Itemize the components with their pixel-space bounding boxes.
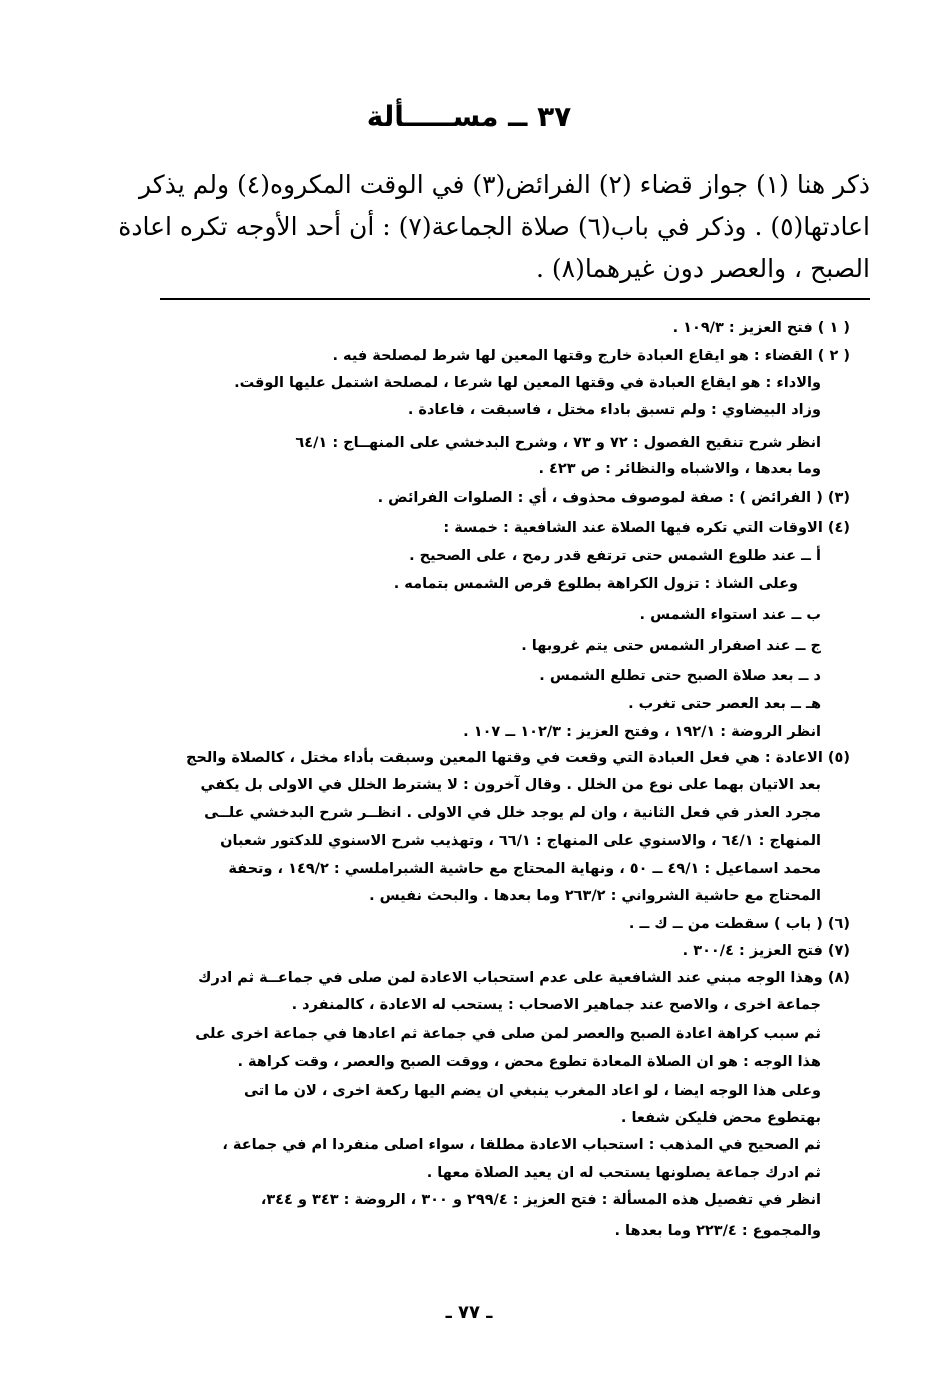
- section-heading: ٣٧ ــ مســـــألة: [366, 100, 572, 133]
- footnote-line: ثم سبب كراهة اعادة الصبح والعصر لمن صلى في جماعة ثم اعادها في جماعة اخرى على: [195, 1026, 821, 1042]
- footnote-line: انظر في تفصيل هذه المسألة : فتح العزيز : ٢٩٩/٤ و ٣٠٠ ، الروضة : ٣٤٣ و ٣٤٤،: [260, 1192, 821, 1208]
- page-number: ـ ٧٧ ـ: [445, 1302, 493, 1323]
- footnote-line: وما بعدها ، والاشباه والنظائر : ص ٤٢٣ .: [538, 461, 821, 477]
- footnote-line: (٧) فتح العزيز : ٣٠٠/٤ .: [682, 943, 850, 959]
- body-text-line: ذكر هنا (١) جواز قضاء (٢) الفرائض(٣) في الوقت المكروه(٤) ولم يذكر: [139, 170, 870, 199]
- body-text-line: الصبح ، والعصر دون غيرهما(٨) .: [535, 254, 870, 283]
- footnote-line: ج ــ عند اصفرار الشمس حتى يتم غروبها .: [521, 638, 821, 654]
- footnote-line: جماعة اخرى ، والاصح عند جماهير الاصحاب : يستحب له الاعادة ، كالمنفرد .: [291, 997, 821, 1013]
- footnote-line: مجرد العذر في فعل الثانية ، وان لم يوجد خلل في الاولى . انظــر شرح البدخشي علــى: [204, 805, 821, 821]
- footnote-line: انظر الروضة : ١٩٢/١ ، وفتح العزيز : ١٠٢/٣ ــ ١٠٧ .: [463, 724, 821, 740]
- footnote-separator: [160, 298, 870, 300]
- body-text-line: اعادتها(٥) . وذكر في باب(٦) صلاة الجماعة(٧) : أن أحد الأوجه تكره اعادة: [118, 212, 870, 241]
- footnote-line: وعلى الشاذ : تزول الكراهة بطلوع قرص الشمس بتمامه .: [393, 576, 798, 592]
- footnote-line: (٦) ( باب ) سقطت من ــ ك ــ .: [628, 916, 850, 932]
- footnote-line: ( ١ ) فتح العزيز : ١٠٩/٣ .: [672, 320, 850, 336]
- footnote-line: هذا الوجه : هو ان الصلاة المعادة تطوع محض ، ووقت الصبح والعصر ، وقت كراهة .: [237, 1054, 821, 1070]
- footnote-line: ( ٢ ) القضاء : هو ايقاع العبادة خارج وقتها المعين لها شرط لمصلحة فيه .: [332, 348, 850, 364]
- footnote-line: ثم ادرك جماعة يصلونها يستحب له ان يعيد الصلاة معها .: [426, 1165, 821, 1181]
- footnote-line: المنهاج : ٦٤/١ ، والاسنوي على المنهاج : ٦٦/١ ، وتهذيب شرح الاسنوي للدكتور شعبان: [220, 833, 821, 849]
- footnote-line: بهتطوع محض فليكن شفعا .: [620, 1110, 821, 1126]
- footnote-line: د ــ بعد صلاة الصبح حتى تطلع الشمس .: [539, 668, 821, 684]
- footnote-line: المحتاج مع حاشية الشرواني : ٢٦٣/٢ وما بعدها . والبحث نفيس .: [369, 888, 821, 904]
- footnote-line: والمجموع : ٢٢٣/٤ وما بعدها .: [614, 1223, 821, 1239]
- footnote-line: محمد اسماعيل : ٤٩/١ ــ ٥٠ ، ونهاية المحتاج مع حاشية الشبراملسي : ١٤٩/٢ ، وتحفة: [228, 861, 821, 877]
- footnote-line: (٥) الاعادة : هي فعل العبادة التي وقعت في وقتها المعين وسبقت بأداء مختل ، كالصلاة والحج: [185, 750, 850, 766]
- footnote-line: وعلى هذا الوجه ايضا ، لو اعاد المغرب ينبغي ان يضم اليها ركعة اخرى ، لان ما اتى: [244, 1083, 821, 1099]
- footnote-line: هـ ــ بعد العصر حتى تغرب .: [628, 696, 821, 712]
- footnote-line: (٣) ( الفرائض ) : صفة لموصوف محذوف ، أي : الصلوات الفرائض .: [377, 490, 850, 506]
- footnote-line: (٨) وهذا الوجه مبني عند الشافعية على عدم استحباب الاعادة لمن صلى في جماعــة ثم ادرك: [198, 970, 850, 986]
- footnote-line: بعد الاتيان بهما على نوع من الخلل . وقال آخرون : لا يشترط الخلل في الاولى بل يكفي: [200, 777, 821, 793]
- footnote-line: وزاد البيضاوي : ولم تسبق باداء مختل ، فاسبقت ، فاعادة .: [407, 402, 821, 418]
- footnote-line: ب ــ عند استواء الشمس .: [639, 607, 821, 623]
- footnote-line: والاداء : هو ايقاع العبادة في وقتها المعين لها شرعا ، لمصلحة اشتمل عليها الوقت.: [234, 375, 821, 391]
- footnote-line: (٤) الاوقات التي تكره فيها الصلاة عند الشافعية : خمسة :: [443, 520, 850, 536]
- footnote-line: أ ــ عند طلوع الشمس حتى ترتفع قدر رمح ، على الصحيح .: [409, 548, 821, 564]
- footnote-line: ثم الصحيح في المذهب : استحباب الاعادة مطلقا ، سواء اصلى منفردا ام في جماعة ،: [222, 1137, 821, 1153]
- footnote-line: انظر شرح تنقيح الفصول : ٧٢ و ٧٣ ، وشرح البدخشي على المنهــاج : ٦٤/١: [295, 435, 821, 451]
